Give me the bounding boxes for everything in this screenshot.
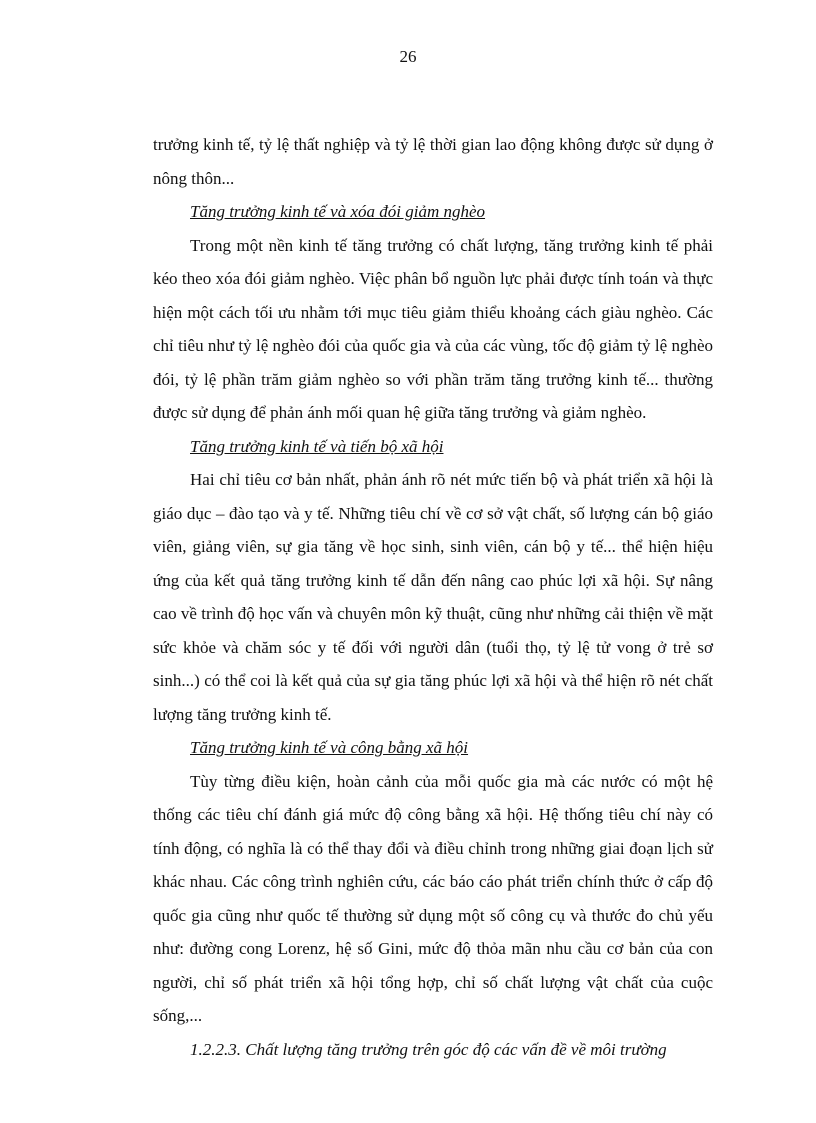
section-heading-social-equity: Tăng trưởng kinh tế và công bằng xã hội (190, 738, 469, 757)
paragraph-poverty-reduction: Trong một nền kinh tế tăng trưởng có chất lượng, tăng trưởng kinh tế phải kéo theo xóa đói giảm nghèo. Việc phân bổ nguồn lực phải được tính toán và thực hiện một cách tối ưu nhằm tới mục tiêu giảm thiểu khoảng cách giàu nghèo. Các chỉ tiêu như tỷ lệ nghèo đói của quốc gia và của các vùng, tốc độ giảm tỷ lệ nghèo đói, tỷ lệ phần trăm giảm nghèo so với phần trăm tăng trưởng kinh tế... thường được sử dụng để phản ánh mối quan hệ giữa tăng trưởng và giảm nghèo. (153, 235, 713, 422)
section-heading-social-progress: Tăng trưởng kinh tế và tiến bộ xã hội (190, 436, 444, 456)
page-number: 26 (399, 47, 417, 66)
document-body (153, 128, 713, 1066)
section-heading-poverty-reduction: Tăng trưởng kinh tế và xóa đói giảm nghèo (190, 202, 486, 221)
paragraph-continuation: trưởng kinh tế, tỷ lệ thất nghiệp và tỷ lệ thời gian lao động không được sử dụng ở nông thôn... (153, 135, 713, 188)
paragraph-social-progress: Hai chỉ tiêu cơ bản nhất, phản ánh rõ nét mức tiến bộ và phát triển xã hội là giáo dục – đào tạo và y tế. Những tiêu chí về cơ sở vật chất, số lượng cán bộ giáo viên, giảng viên, sự gia tăng về học sinh, sinh viên, cán bộ y tế... thể hiện hiệu ứng của kết quả tăng trưởng kinh tế dẫn đến nâng cao phúc lợi xã hội. Sự nâng cao về trình độ học vấn và chuyên môn kỹ thuật, cũng như những cải thiện về mặt sức khỏe và chăm sóc y tế đối với người dân (tuổi thọ, tỷ lệ tử vong ở trẻ sơ sinh...) có thể coi là kết quả của sự gia tăng phúc lợi xã hội và thể hiện rõ nét chất lượng tăng trưởng kinh tế. (153, 470, 713, 724)
paragraph-social-equity: Tùy từng điều kiện, hoàn cảnh của mỗi quốc gia mà các nước có một hệ thống các tiêu chí đánh giá mức độ công bằng xã hội. Hệ thống tiêu chí này có tính động, có nghĩa là có thể thay đổi và điều chỉnh trong những giai đoạn lịch sử khác nhau. Các công trình nghiên cứu, các báo cáo phát triển chính thức ở cấp độ quốc gia cũng như quốc tế thường sử dụng một số công cụ và thước đo chủ yếu như: đường cong Lorenz, hệ số Gini, mức độ thỏa mãn nhu cầu cơ bản của con người, chỉ số phát triển xã hội tổng hợp, chỉ số chất lượng vật chất của cuộc sống,... (153, 771, 713, 1025)
subsection-heading-environment: 1.2.2.3. Chất lượng tăng trưởng trên góc độ các vấn đề về môi trường (190, 1039, 667, 1059)
